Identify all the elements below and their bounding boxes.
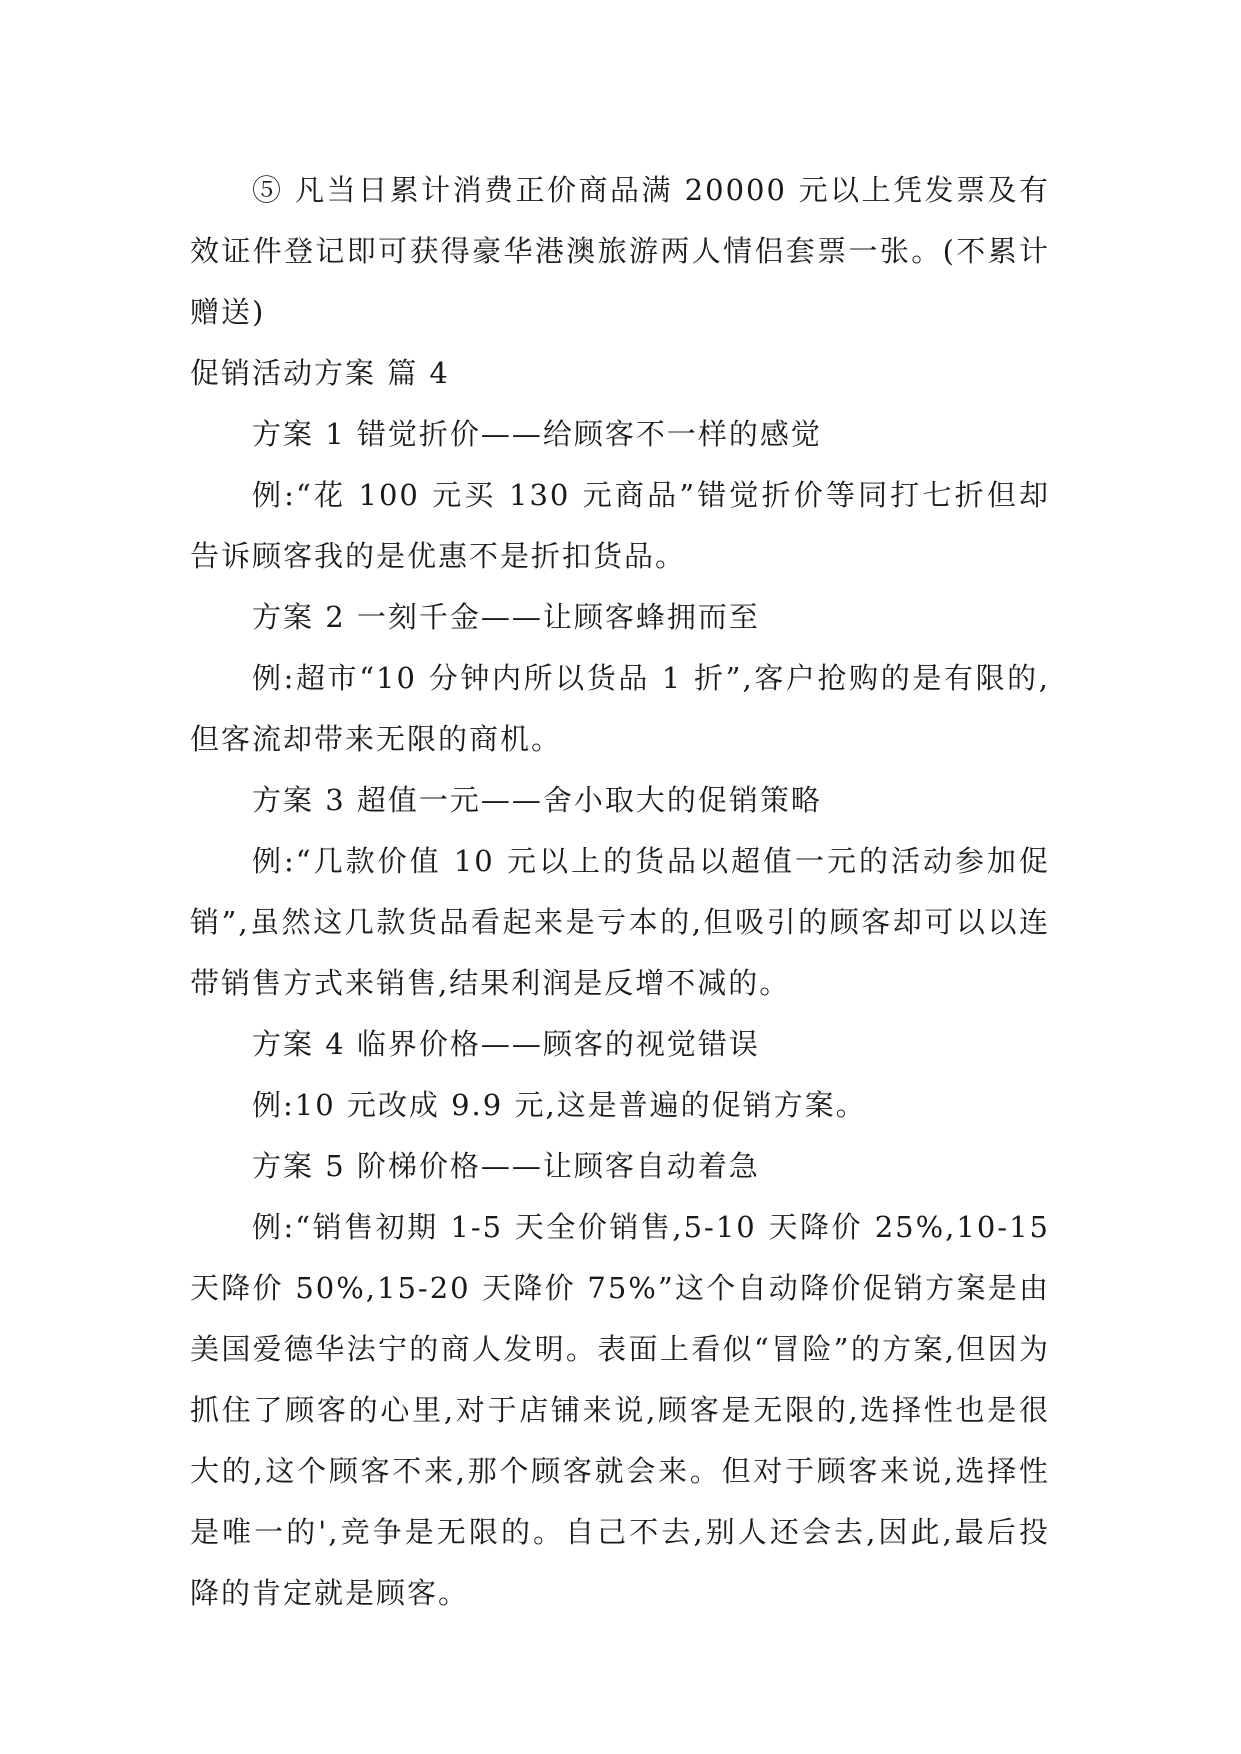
plan-2-example: 例:超市“10 分钟内所以货品 1 折”,客户抢购的是有限的,但客流却带来无限的商机。 [190,661,1050,756]
plan-1-title: 方案 1 错觉折价——给顾客不一样的感觉 [252,417,822,451]
section-heading: 促销活动方案 篇 4 [190,356,450,390]
plan-2-title: 方案 2 一刻千金——让顾客蜂拥而至 [252,600,760,634]
plan-5-title: 方案 5 阶梯价格——让顾客自动着急 [252,1149,760,1183]
plan-5-example: 例:“销售初期 1-5 天全价销售,5-10 天降价 25%,10-15 天降价 50%,15-20 天降价 75%”这个自动降价促销方案是由美国爱德华法宁的商人发明。表面上看似“冒险”的方案,但因为抓住了顾客的心里,对于店铺来说,顾客是无限的,选择性也是很大的,这个顾客不来,那个顾客就会来。但对于顾客来说,选择性是唯一的',竞争是无限的。自己不去,别人还会去,因此,最后投降的肯定就是顾客。 [190,1210,1050,1610]
plan-3-title: 方案 3 超值一元——舍小取大的促销策略 [252,783,822,817]
paragraph-gift-offer: ⑤ 凡当日累计消费正价商品满 20000 元以上凭发票及有效证件登记即可获得豪华港澳旅游两人情侣套票一张。(不累计赠送) [190,173,1050,329]
plan-3-example: 例:“几款价值 10 元以上的货品以超值一元的活动参加促销”,虽然这几款货品看起来是亏本的,但吸引的顾客却可以以连带销售方式来销售,结果利润是反增不减的。 [190,844,1050,1000]
plan-4-example: 例:10 元改成 9.9 元,这是普遍的促销方案。 [252,1088,867,1122]
document-page [190,160,1050,1624]
plan-1-example: 例:“花 100 元买 130 元商品”错觉折价等同打七折但却告诉顾客我的是优惠不是折扣货品。 [190,478,1050,573]
plan-4-title: 方案 4 临界价格——顾客的视觉错误 [252,1027,760,1061]
